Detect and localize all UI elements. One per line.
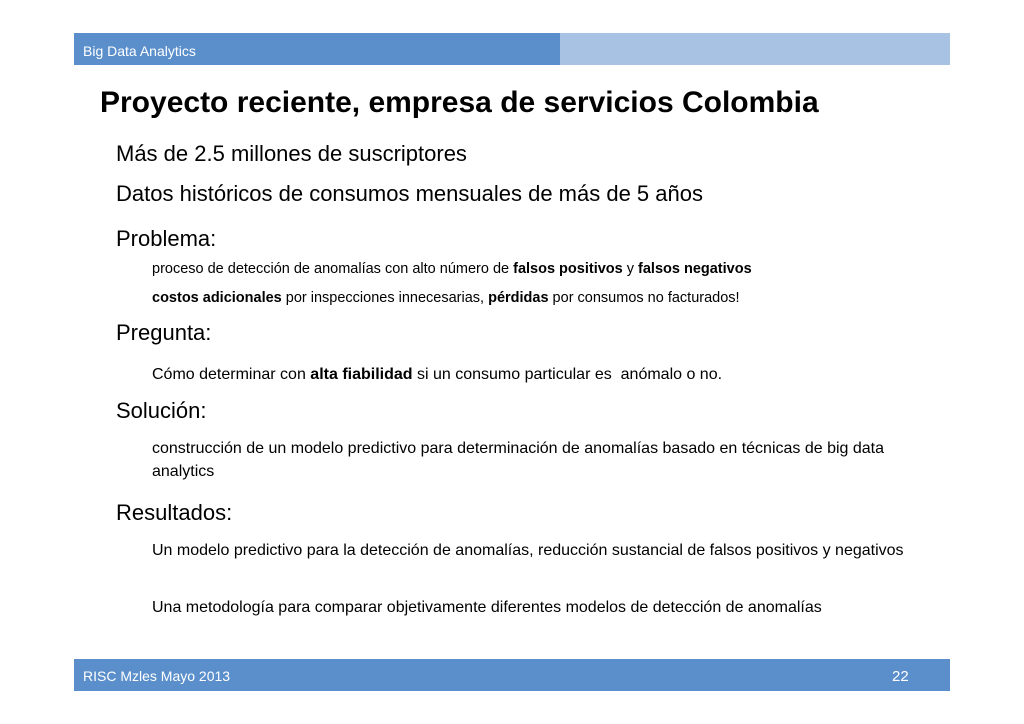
problema-line-1-text: proceso de detección de anomalías con alto número de	[152, 261, 514, 277]
problema-heading: Problema:	[116, 226, 217, 251]
bullet-datos: Datos históricos de consumos mensuales de más de 5 años	[116, 181, 703, 206]
problema-line-1-y: y	[622, 261, 639, 277]
footer-text: RISC Mzles Mayo 2013	[83, 668, 231, 684]
problema-line-2-end: por consumos no facturados!	[548, 290, 740, 306]
page-number: 22	[892, 668, 909, 685]
bullet-suscriptores: Más de 2.5 millones de suscriptores	[116, 141, 467, 166]
falsos-positivos-text: falsos positivos	[513, 261, 623, 277]
slide-title: Proyecto reciente, empresa de servicios Colombia	[100, 86, 819, 119]
problema-line-1	[152, 261, 752, 277]
header-bar-light	[560, 33, 950, 65]
pregunta-line-end: si un consumo particular es anómalo o no.	[412, 366, 723, 383]
pregunta-line-text: Cómo determinar con	[152, 366, 311, 383]
problema-line-2	[152, 290, 740, 306]
pregunta-line	[152, 363, 722, 386]
resultados-line-2: Una metodología para comparar objetivamente diferentes modelos de detección de anomalías	[152, 599, 822, 616]
perdidas-text: pérdidas	[488, 290, 549, 306]
falsos-negativos-text: falsos negativos	[638, 261, 752, 277]
problema-line-2-text: por inspecciones innecesarias,	[281, 290, 489, 306]
solucion-heading: Solución:	[116, 398, 207, 423]
alta-fiabilidad-text: alta fiabilidad	[310, 366, 413, 383]
header-bar	[74, 33, 950, 65]
footer-bar	[74, 659, 950, 691]
resultados-line-1: Un modelo predictivo para la detección de anomalías, reducción sustancial de falsos positivos y negativos	[152, 542, 904, 559]
pregunta-heading: Pregunta:	[116, 320, 212, 345]
header-section-label: Big Data Analytics	[83, 43, 196, 59]
solucion-line: construcción de un modelo predictivo para determinación de anomalías basado en técnicas de big data analytics	[152, 440, 885, 480]
costos-adicionales-text: costos adicionales	[152, 290, 282, 306]
resultados-heading: Resultados:	[116, 500, 233, 525]
